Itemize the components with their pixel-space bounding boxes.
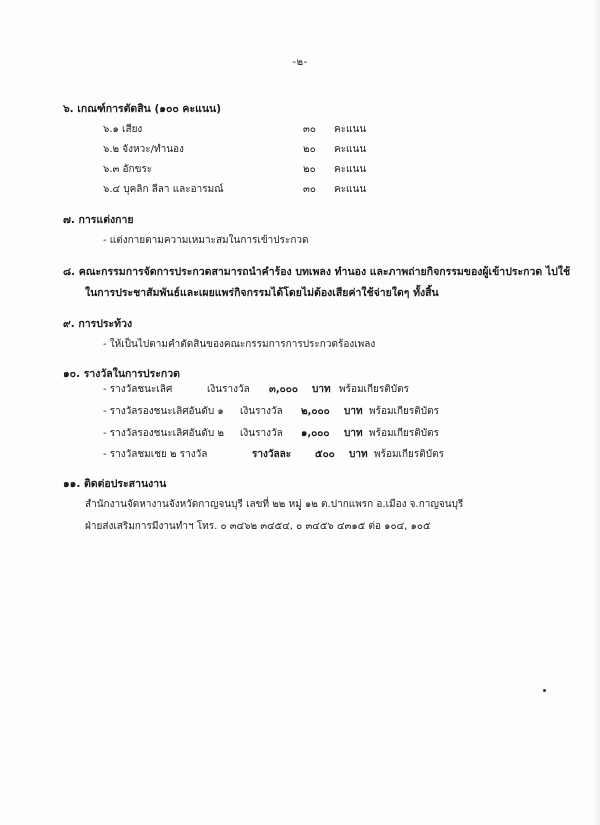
prize-extra: พร้อมเกียรติบัตร [369,428,439,439]
prize-amount: ๑,๐๐๐ [301,428,330,439]
prize-amount: ๓,๐๐๐ [269,384,298,395]
prize-extra: พร้อมเกียรติบัตร [369,406,439,417]
criteria-score: ๓๐ [303,124,316,135]
criteria-score: ๒๐ [303,144,316,155]
contact-address: สำนักงานจัดหางานจังหวัดกาญจนบุรี เลขที่ ๒๒ หมู่ ๑๒ ต.ปากแพรก อ.เมือง จ.กาญจนบุรี [85,499,464,510]
criteria-label: ๖.๒ จังหวะ/ทำนอง [103,144,184,155]
prize-currency: บาท [349,449,368,460]
prize-label: เงินรางวัล [207,384,250,395]
prize-name: - รางวัลรองชนะเลิศอันดับ ๑ [103,406,224,417]
criteria-label: ๖.๓ อักขระ [103,164,153,175]
section-9-body: - ให้เป็นไปตามคำตัดสินของคณะกรรมการการประกวดร้องเพลง [103,339,376,350]
section-9-title: ๙. การประท้วง [63,318,133,330]
criteria-label: ๖.๑ เสียง [103,124,143,135]
prize-label: รางวัลละ [252,449,292,460]
contact-phone: ฝ่ายส่งเสริมการมีงานทำฯ โทร. ๐ ๓๔๖๒ ๓๔๕๔, ๐ ๓๔๕๖ ๔๓๑๕ ต่อ ๑๐๔, ๑๐๕ [85,521,431,532]
section-10-title: ๑๐. รางวัลในการประกวด [63,368,180,380]
section-7-title: ๗. การแต่งกาย [63,214,134,226]
prize-label: เงินรางวัล [240,428,283,439]
prize-name: - รางวัลรองชนะเลิศอันดับ ๒ [103,428,225,439]
section-6-title: ๖. เกณฑ์การตัดสิน (๑๐๐ คะแนน) [63,103,222,115]
criteria-row [103,142,393,156]
page-number: -๒- [292,57,308,68]
criteria-label: ๖.๔ บุคลิก ลีลา และอารมณ์ [103,184,224,195]
criteria-row [103,162,393,176]
prize-currency: บาท [344,428,363,439]
criteria-row [103,122,393,136]
section-8-line-1: ๘. คณะกรรมการจัดการประกวดสามารถนำคำร้อง บทเพลง ทำนอง และภาพถ่ายกิจกรรมของผู้เข้าประกวด ไปใช้ [63,266,571,278]
criteria-unit: คะแนน [334,144,367,155]
prize-extra: พร้อมเกียรติบัตร [339,384,409,395]
prize-amount: ๒,๐๐๐ [301,406,330,417]
criteria-unit: คะแนน [334,184,367,195]
criteria-score: ๒๐ [303,164,316,175]
scan-speck [543,689,546,692]
prize-extra: พร้อมเกียรติบัตร [374,449,444,460]
section-7-body: - แต่งกายตามความเหมาะสมในการเข้าประกวด [103,235,309,246]
prize-currency: บาท [312,384,331,395]
section-8-line-2: ในการประชาสัมพันธ์และเผยแพร่กิจกรรมได้โดยไม่ต้องเสียค่าใช้จ่ายใดๆ ทั้งสิ้น [85,287,439,299]
prize-name: - รางวัลชนะเลิศ [103,384,173,395]
criteria-row [103,182,393,196]
prize-label: เงินรางวัล [240,406,283,417]
criteria-unit: คะแนน [334,124,367,135]
section-11-title: ๑๑. ติดต่อประสานงาน [63,478,167,490]
prize-currency: บาท [344,406,363,417]
criteria-score: ๓๐ [303,184,316,195]
prize-name: - รางวัลชมเชย ๒ รางวัล [103,449,208,460]
criteria-unit: คะแนน [334,164,367,175]
page-edge-shadow [594,0,600,825]
prize-amount: ๕๐๐ [315,449,335,460]
